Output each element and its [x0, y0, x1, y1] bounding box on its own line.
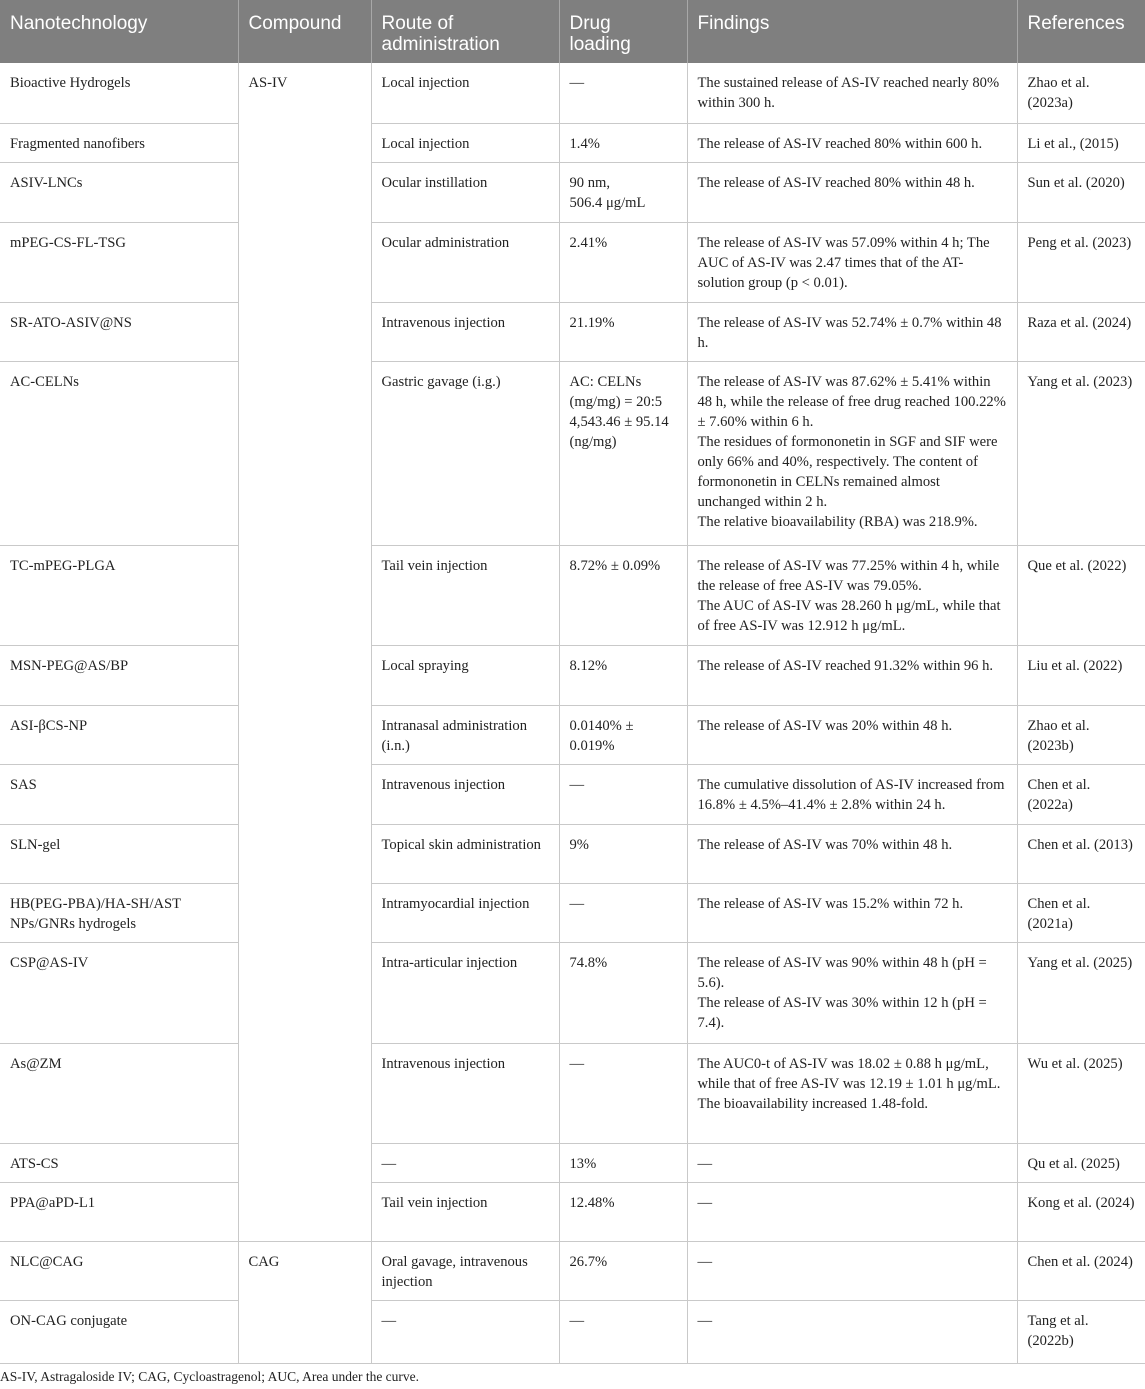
cell-reference: Raza et al. (2024) — [1017, 302, 1145, 361]
table-row — [0, 123, 1145, 162]
cell-drug-loading — [559, 1043, 687, 1143]
findings-line: The release of AS-IV was 52.74% ± 0.7% within 48 h. — [697, 314, 1002, 351]
cell-route: Intravenous injection — [371, 1043, 559, 1143]
findings-line: The release of AS-IV reached 80% within 48 h. — [697, 174, 975, 191]
cell-route: Intra-articular injection — [371, 942, 559, 1043]
cell-drug-loading — [559, 1241, 687, 1300]
drug-loading-line: — — [569, 776, 585, 793]
cell-findings — [687, 162, 1017, 222]
drug-loading-line: — — [569, 895, 585, 912]
table-footnote: AS-IV, Astragaloside IV; CAG, Cycloastragenol; AUC, Area under the curve. — [0, 1369, 420, 1384]
findings-line: The release of AS-IV was 90% within 48 h (pH = 5.6). — [697, 954, 987, 991]
cell-findings — [687, 942, 1017, 1043]
cell-reference: Que et al. (2022) — [1017, 545, 1145, 645]
drug-loading-line: 4,543.46 ± 95.14 (ng/mg) — [569, 413, 669, 450]
drug-loading-line: AC: CELNs (mg/mg) = 20:5 — [569, 373, 663, 410]
drug-loading-line: 8.12% — [569, 657, 608, 674]
cell-findings — [687, 1241, 1017, 1300]
findings-line: — — [697, 1312, 713, 1329]
findings-line: — — [697, 1155, 713, 1172]
cell-drug-loading — [559, 63, 687, 123]
cell-nanotechnology: ATS-CS — [0, 1143, 238, 1182]
cell-reference: Zhao et al. (2023a) — [1017, 63, 1145, 123]
cell-drug-loading — [559, 123, 687, 162]
cell-route: — — [371, 1143, 559, 1182]
findings-line: The sustained release of AS-IV reached nearly 80% within 300 h. — [697, 75, 1000, 111]
findings-line: — — [697, 1253, 713, 1270]
cell-nanotechnology: Bioactive Hydrogels — [0, 63, 238, 123]
cell-drug-loading — [559, 824, 687, 883]
table-row — [0, 1182, 1145, 1241]
cell-reference: Kong et al. (2024) — [1017, 1182, 1145, 1241]
cell-route: Ocular administration — [371, 222, 559, 302]
cell-reference: Wu et al. (2025) — [1017, 1043, 1145, 1143]
drug-loading-line: 2.41% — [569, 234, 608, 251]
cell-findings — [687, 1182, 1017, 1241]
findings-line: The release of AS-IV reached 80% within 600 h. — [697, 135, 983, 152]
header-route: Route of administration — [371, 0, 559, 63]
findings-line: The release of AS-IV was 15.2% within 72 h. — [697, 895, 964, 912]
cell-nanotechnology: As@ZM — [0, 1043, 238, 1143]
cell-nanotechnology: mPEG-CS-FL-TSG — [0, 222, 238, 302]
cell-reference: Qu et al. (2025) — [1017, 1143, 1145, 1182]
cell-drug-loading — [559, 705, 687, 764]
table-row — [0, 545, 1145, 645]
cell-findings — [687, 1300, 1017, 1363]
cell-drug-loading — [559, 302, 687, 361]
cell-reference: Sun et al. (2020) — [1017, 162, 1145, 222]
cell-nanotechnology: CSP@AS-IV — [0, 942, 238, 1043]
table-row — [0, 1241, 1145, 1300]
drug-loading-line: 74.8% — [569, 954, 608, 971]
findings-line: The residues of formononetin in SGF and SIF were only 66% and 40%, respectively. The content of formononetin in CELNs remained almost unchanged within 2 h. — [697, 433, 998, 510]
drug-loading-line: 12.48% — [569, 1194, 615, 1211]
cell-route: Intranasal administration (i.n.) — [371, 705, 559, 764]
cell-nanotechnology: SR-ATO-ASIV@NS — [0, 302, 238, 361]
table-row — [0, 645, 1145, 705]
table-row — [0, 361, 1145, 545]
cell-route: Intramyocardial injection — [371, 883, 559, 942]
drug-loading-line: 21.19% — [569, 314, 615, 331]
drug-loading-line: 9% — [569, 836, 589, 853]
cell-findings — [687, 123, 1017, 162]
cell-findings — [687, 1143, 1017, 1182]
drug-loading-line: 13% — [569, 1155, 597, 1172]
table-row — [0, 1043, 1145, 1143]
cell-nanotechnology: MSN-PEG@AS/BP — [0, 645, 238, 705]
cell-findings — [687, 824, 1017, 883]
cell-drug-loading — [559, 1300, 687, 1363]
table-row — [0, 764, 1145, 824]
cell-nanotechnology: ON-CAG conjugate — [0, 1300, 238, 1363]
cell-reference: Chen et al. (2021a) — [1017, 883, 1145, 942]
drug-loading-line: — — [569, 75, 585, 91]
table-row — [0, 1143, 1145, 1182]
cell-reference: Liu et al. (2022) — [1017, 645, 1145, 705]
cell-findings — [687, 705, 1017, 764]
cell-findings — [687, 302, 1017, 361]
cell-compound: AS-IV — [238, 63, 371, 1241]
cell-route: Local injection — [371, 123, 559, 162]
findings-line: The release of AS-IV was 30% within 12 h (pH = 7.4). — [697, 994, 987, 1031]
cell-route: Topical skin administration — [371, 824, 559, 883]
cell-reference: Peng et al. (2023) — [1017, 222, 1145, 302]
table-row — [0, 942, 1145, 1043]
table-row — [0, 63, 1145, 123]
header-nanotechnology: Nanotechnology — [0, 0, 238, 63]
cell-nanotechnology: HB(PEG-PBA)/HA-SH/AST NPs/GNRs hydrogels — [0, 883, 238, 942]
table-row — [0, 705, 1145, 764]
table-row — [0, 302, 1145, 361]
table-body — [0, 63, 1145, 1363]
cell-reference: Zhao et al. (2023b) — [1017, 705, 1145, 764]
findings-line: The release of AS-IV reached 91.32% within 96 h. — [697, 657, 994, 674]
cell-findings — [687, 645, 1017, 705]
cell-drug-loading — [559, 222, 687, 302]
cell-route: Tail vein injection — [371, 1182, 559, 1241]
drug-loading-line: 8.72% ± 0.09% — [569, 557, 661, 574]
cell-nanotechnology: AC-CELNs — [0, 361, 238, 545]
cell-nanotechnology: PPA@aPD-L1 — [0, 1182, 238, 1241]
drug-loading-line: 0.0140% ± 0.019% — [569, 717, 634, 754]
cell-findings — [687, 883, 1017, 942]
drug-loading-line: 506.4 μg/mL — [569, 194, 646, 211]
findings-line: The release of AS-IV was 20% within 48 h. — [697, 717, 953, 734]
cell-reference: Chen et al. (2024) — [1017, 1241, 1145, 1300]
cell-findings — [687, 545, 1017, 645]
cell-route: — — [371, 1300, 559, 1363]
cell-drug-loading — [559, 1143, 687, 1182]
drug-loading-line: — — [569, 1055, 585, 1072]
header-references: References — [1017, 0, 1145, 63]
findings-line: The cumulative dissolution of AS-IV increased from 16.8% ± 4.5%–41.4% ± 2.8% within 24 h. — [697, 776, 1005, 813]
cell-nanotechnology: TC-mPEG-PLGA — [0, 545, 238, 645]
table-header — [0, 0, 1145, 63]
cell-findings — [687, 63, 1017, 123]
cell-drug-loading — [559, 1182, 687, 1241]
cell-reference: Chen et al. (2013) — [1017, 824, 1145, 883]
cell-drug-loading — [559, 942, 687, 1043]
cell-drug-loading — [559, 361, 687, 545]
cell-drug-loading — [559, 645, 687, 705]
cell-nanotechnology: ASI-βCS-NP — [0, 705, 238, 764]
cell-findings — [687, 361, 1017, 545]
cell-findings — [687, 1043, 1017, 1143]
cell-reference: Li et al., (2015) — [1017, 123, 1145, 162]
cell-nanotechnology: Fragmented nanofibers — [0, 123, 238, 162]
drug-loading-line: 26.7% — [569, 1253, 608, 1270]
header-compound: Compound — [238, 0, 371, 63]
cell-drug-loading — [559, 883, 687, 942]
cell-findings — [687, 764, 1017, 824]
table-row — [0, 883, 1145, 942]
cell-reference: Tang et al. (2022b) — [1017, 1300, 1145, 1363]
cell-findings — [687, 222, 1017, 302]
table-row — [0, 1300, 1145, 1363]
findings-line: The release of AS-IV was 70% within 48 h. — [697, 836, 953, 853]
cell-route: Tail vein injection — [371, 545, 559, 645]
cell-nanotechnology: ASIV-LNCs — [0, 162, 238, 222]
cell-reference: Yang et al. (2023) — [1017, 361, 1145, 545]
cell-drug-loading — [559, 162, 687, 222]
drug-loading-line: — — [569, 1312, 585, 1329]
cell-nanotechnology: SLN-gel — [0, 824, 238, 883]
findings-line: The release of AS-IV was 57.09% within 4 h; The AUC of AS-IV was 2.47 times that of the AT-solution group (p < 0.01). — [697, 234, 990, 291]
cell-route: Oral gavage, intravenous injection — [371, 1241, 559, 1300]
findings-line: The AUC0-t of AS-IV was 18.02 ± 0.88 h μg/mL, while that of free AS-IV was 12.19 ± 1.01 h μg/mL. — [697, 1055, 1001, 1092]
table-row — [0, 824, 1145, 883]
cell-route: Local injection — [371, 63, 559, 123]
cell-reference: Yang et al. (2025) — [1017, 942, 1145, 1043]
drug-loading-line: 90 nm, — [569, 174, 611, 191]
cell-route: Local spraying — [371, 645, 559, 705]
findings-line: The release of AS-IV was 77.25% within 4 h, while the release of free AS-IV was 79.05%. — [697, 557, 1000, 594]
cell-compound: CAG — [238, 1241, 371, 1363]
cell-reference: Chen et al. (2022a) — [1017, 764, 1145, 824]
header-drug-loading: Drug loading — [559, 0, 687, 63]
cell-route: Ocular instillation — [371, 162, 559, 222]
cell-drug-loading — [559, 764, 687, 824]
cell-drug-loading — [559, 545, 687, 645]
findings-line: The release of AS-IV was 87.62% ± 5.41% within 48 h, while the release of free drug reached 100.22% ± 7.60% within 6 h. — [697, 373, 1006, 430]
cell-nanotechnology: SAS — [0, 764, 238, 824]
cell-nanotechnology: NLC@CAG — [0, 1241, 238, 1300]
cell-route: Intravenous injection — [371, 302, 559, 361]
findings-line: — — [697, 1194, 713, 1211]
findings-line: The relative bioavailability (RBA) was 218.9%. — [697, 513, 978, 530]
table-row — [0, 162, 1145, 222]
table-row — [0, 222, 1145, 302]
cell-route: Intravenous injection — [371, 764, 559, 824]
cell-route: Gastric gavage (i.g.) — [371, 361, 559, 545]
findings-line: The AUC of AS-IV was 28.260 h μg/mL, while that of free AS-IV was 12.912 h μg/mL. — [697, 597, 1001, 634]
drug-loading-line: 1.4% — [569, 135, 600, 152]
header-findings: Findings — [687, 0, 1017, 63]
findings-line: The bioavailability increased 1.48-fold. — [697, 1095, 929, 1112]
